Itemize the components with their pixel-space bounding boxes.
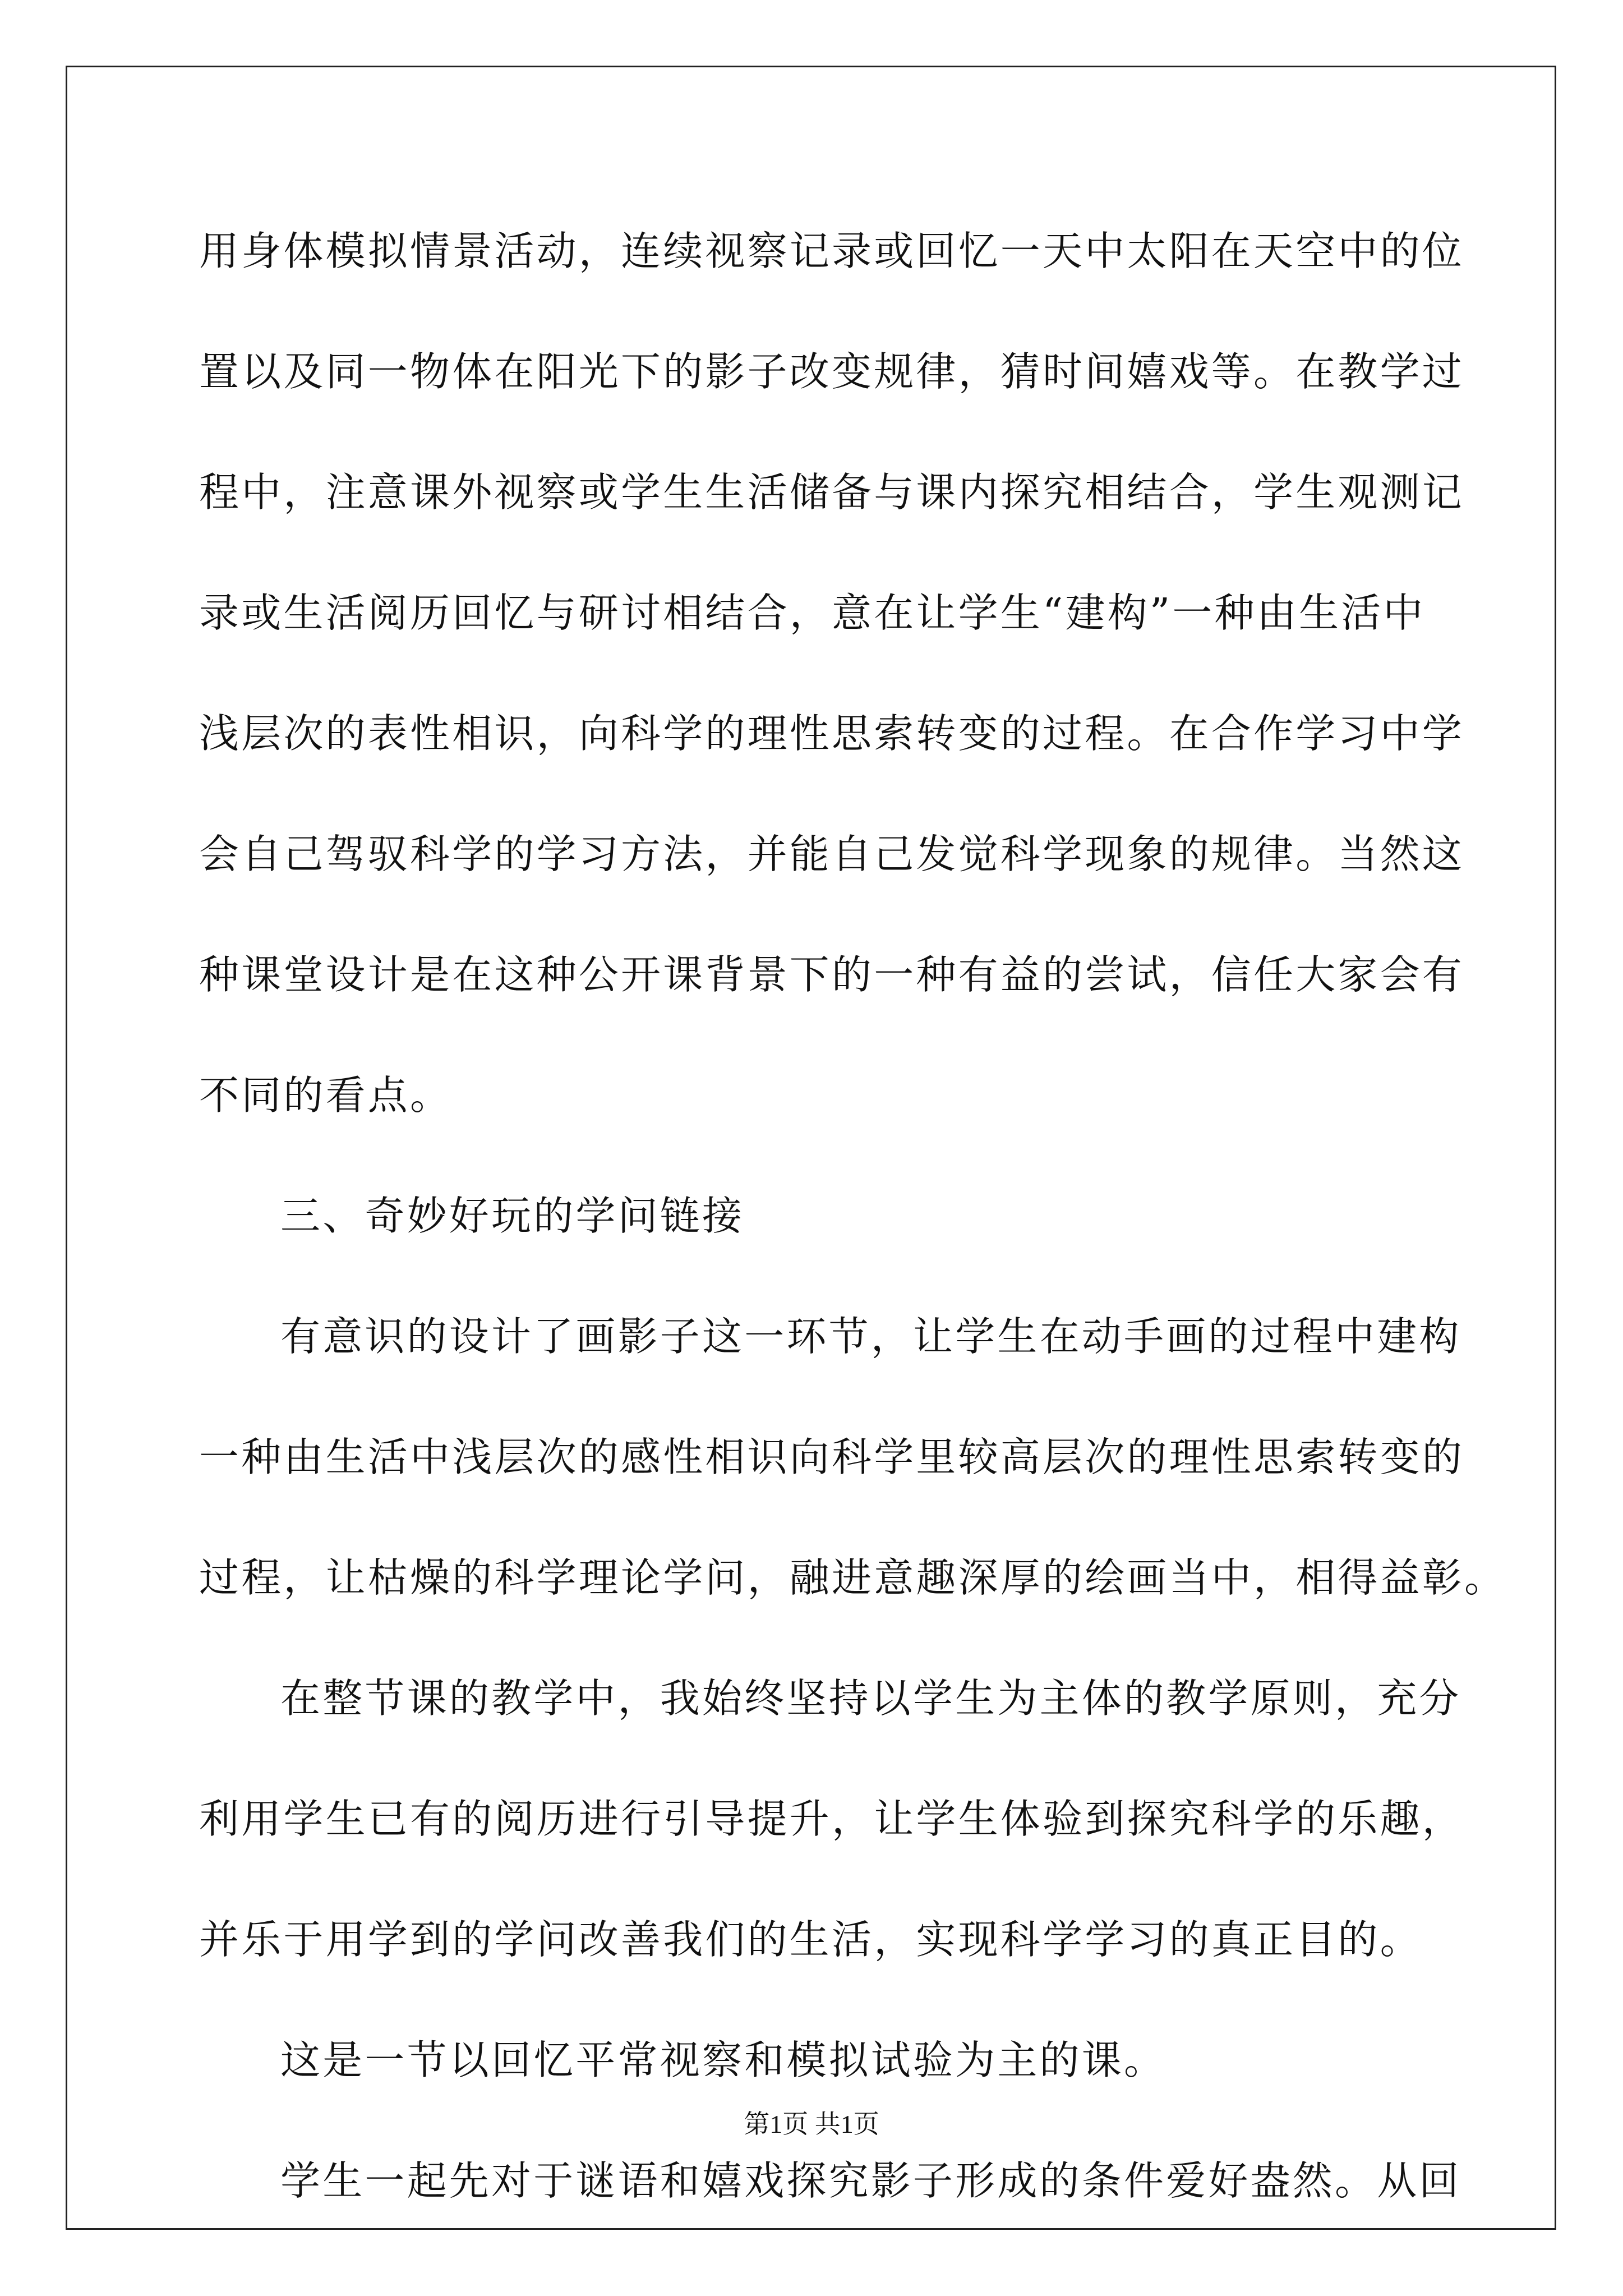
page-footer: 第1页 共1页 (744, 2110, 879, 2138)
paragraph-start: 有意识的设计了画影子这一环节，让学生在动手画的过程中建构 (280, 1313, 1461, 1360)
text-line: 并乐于用学到的学问改善我们的生活，实现科学学习的真正目的。 (199, 1916, 1422, 1963)
paragraph-start: 在整节课的教学中，我始终坚持以学生为主体的教学原则，充分 (280, 1675, 1461, 1722)
text-line: 种课堂设计是在这种公开课背景下的一种有益的尝试，信任大家会有 (199, 951, 1465, 998)
text-line: 用身体模拟情景活动，连续视察记录或回忆一天中太阳在天空中的位 (199, 228, 1465, 274)
text-line: 过程，让枯燥的科学理论学问，融进意趣深厚的绘画当中，相得益彰。 (199, 1554, 1507, 1601)
text-line: 程中，注意课外视察或学生生活储备与课内探究相结合，学生观测记 (199, 469, 1465, 516)
paragraph-start: 这是一节以回忆平常视察和模拟试验为主的课。 (280, 2037, 1166, 2083)
text-line: 录或生活阅历回忆与研讨相结合，意在让学生“建构”一种由生活中 (199, 590, 1426, 636)
section-heading: 三、奇妙好玩的学问链接 (280, 1193, 745, 1239)
text-line: 利用学生已有的阅历进行引导提升，让学生体验到探究科学的乐趣， (199, 1796, 1465, 1842)
text-line: 浅层次的表性相识，向科学的理性思索转变的过程。在合作学习中学 (199, 710, 1465, 757)
text-line: 置以及同一物体在阳光下的影子改变规律，猜时间嬉戏等。在教学过 (199, 348, 1465, 395)
document-body (199, 213, 1507, 2263)
text-line: 一种由生活中浅层次的感性相识向科学里较高层次的理性思索转变的 (199, 1434, 1465, 1480)
text-line: 不同的看点。 (199, 1072, 453, 1119)
text-line: 会自己驾驭科学的学习方法，并能自己发觉科学现象的规律。当然这 (199, 831, 1465, 877)
paragraph-start: 学生一起先对于谜语和嬉戏探究影子形成的条件爱好盎然。从回 (280, 2157, 1461, 2204)
